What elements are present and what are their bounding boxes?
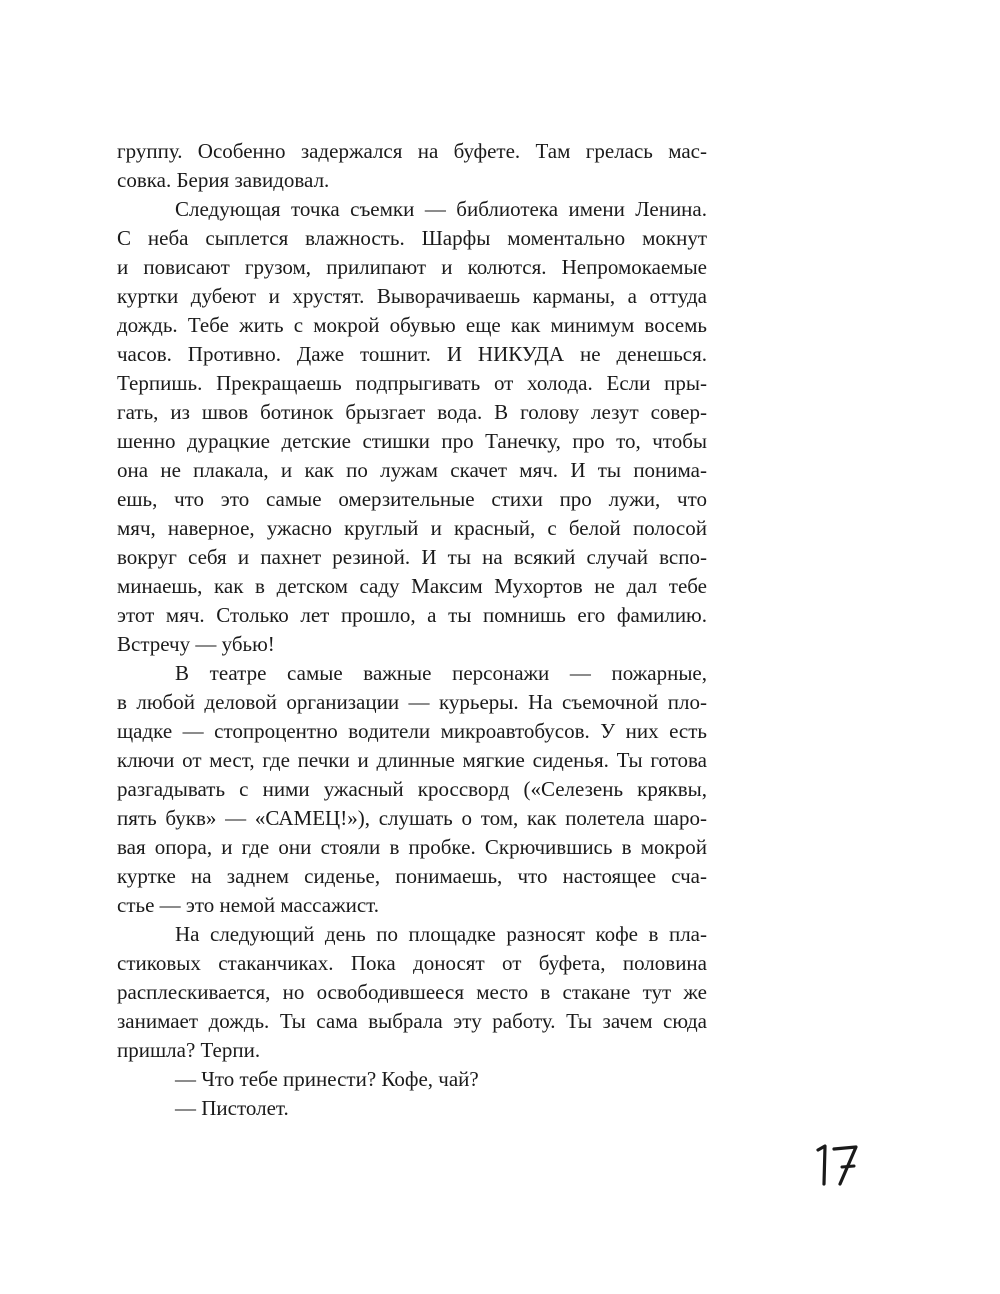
text-line: этот мяч. Столько лет прошло, а ты помнишь его фамилию. [117,603,707,627]
text-line: мяч, наверное, ужасно круглый и красный, с белой полосой [117,516,707,540]
text-line: минаешь, как в детском саду Максим Мухортов не дал тебе [117,574,707,598]
text-line: вая опора, и где они стояли в пробке. Скрючившись в мокрой [117,835,707,859]
page-number [812,1140,872,1190]
text-line: шенно дурацкие детские стишки про Танечку, про то, чтобы [117,429,707,453]
text-line: стье — это немой массажист. [117,893,379,917]
text-line: куртки дубеют и хрустят. Выворачиваешь карманы, а оттуда [117,284,707,308]
text-line: занимает дождь. Ты сама выбрала эту работу. Ты зачем сюда [117,1009,707,1033]
text-line: На следующий день по площадке разносят кофе в пла- [175,922,707,946]
page-number-handwritten-glyph [812,1140,872,1190]
text-line: пять букв» — «САМЕЦ!»), слушать о том, как полетела шаро- [117,806,707,830]
text-line: щадке — стопроцентно водители микроавтобусов. У них есть [117,719,707,743]
text-line: совка. Берия завидовал. [117,168,330,192]
text-line: стиковых стаканчиках. Пока доносят от буфета, половина [117,951,707,975]
text-line: Встречу — убью! [117,632,275,656]
text-line: часов. Противно. Даже тошнит. И НИКУДА не денешься. [117,342,707,366]
text-line: гать, из швов ботинок брызгает вода. В голову лезут совер- [117,400,707,424]
text-line: Следующая точка съемки — библиотека имени Ленина. [175,197,707,221]
text-line: расплескивается, но освободившееся место в стакане тут же [117,980,707,1004]
text-line: ключи от мест, где печки и длинные мягкие сиденья. Ты готова [117,748,707,772]
text-line: в любой деловой организации — курьеры. На съемочной пло- [117,690,707,714]
text-line: — Пистолет. [175,1096,289,1120]
text-line: — Что тебе принести? Кофе, чай? [175,1067,479,1091]
text-line: С неба сыплется влажность. Шарфы моментально мокнут [117,226,707,250]
text-line: группу. Особенно задержался на буфете. Там грелась мас- [117,139,707,163]
text-line: и повисают грузом, прилипают и колются. Непромокаемые [117,255,707,279]
text-line: она не плакала, и как по лужам скачет мяч. И ты понима- [117,458,707,482]
text-line: дождь. Тебе жить с мокрой обувью еще как минимум восемь [117,313,707,337]
text-line: пришла? Терпи. [117,1038,261,1062]
text-line: разгадывать с ними ужасный кроссворд («Селезень кряквы, [117,777,707,801]
text-line: куртке на заднем сиденье, понимаешь, что настоящее сча- [117,864,707,888]
text-line: В театре самые важные персонажи — пожарные, [175,661,707,685]
text-line: вокруг себя и пахнет резиной. И ты на всякий случай вспо- [117,545,707,569]
text-line: Терпишь. Прекращаешь подпрыгивать от холода. Если пры- [117,371,707,395]
text-line: ешь, что это самые омерзительные стихи про лужи, что [117,487,707,511]
page-body-text [117,137,707,1123]
